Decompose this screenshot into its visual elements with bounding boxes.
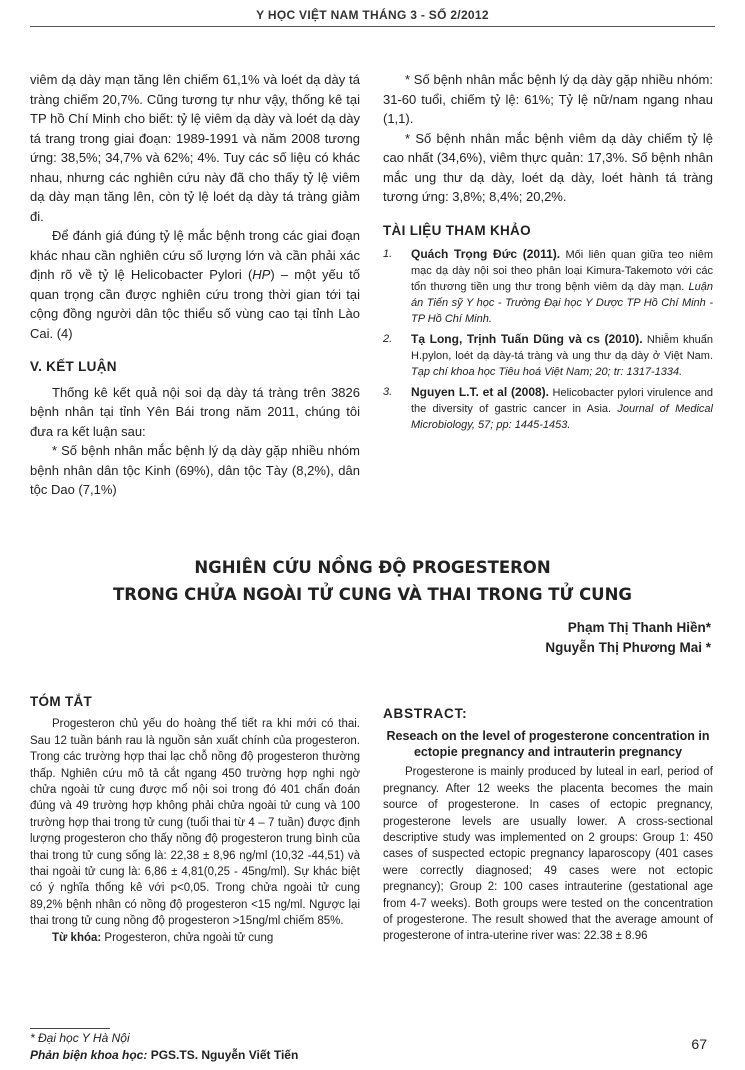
article-title-line-2: TRONG CHỬA NGOÀI TỬ CUNG VÀ THAI TRONG TỬ CUNG <box>113 585 632 604</box>
paragraph: viêm dạ dày mạn tăng lên chiếm 61,1% và loét dạ dày tá tràng chiếm 20,7%. Cũng tương tự như vậy, thống kê tại TP hồ Chí Minh cho biết: tỷ lệ viêm dạ dày và loét dạ dày tá trang trong giai đoạn: 1989-1991 và năm 2008 tương ứng: 38,5%; 34,7% và 62%; 4%. Tuy các số liệu có khác nhau, nhưng các nghiên cứu này đã cho thấy tỷ lệ viêm dạ dày mạn tăng lên, còn tỷ lệ loét dạ dày tá tràng giảm đi. <box>30 72 360 224</box>
abstract-column <box>383 692 713 945</box>
author-name: Phạm Thị Thanh Hiền* <box>567 620 711 635</box>
header-rule <box>30 26 715 27</box>
reference-item <box>383 246 713 327</box>
article-title-line-1: NGHIÊN CỨU NỒNG ĐỘ PROGESTERON <box>194 558 551 577</box>
text: Để đánh giá đúng tỷ lệ mắc bệnh trong các giai đoạn khác nhau cần nghiên cứu số lượng lớn và cần phải xác định rõ về tỷ lệ Helicobacter Pylori ( <box>30 228 360 282</box>
reference-source: Tạp chí khoa học Tiêu hoá Việt Nam; 20; tr: 1317-1334. <box>411 366 683 378</box>
reference-item <box>383 331 713 380</box>
footnote-rule <box>30 1028 110 1029</box>
author-name: Nguyễn Thị Phương Mai * <box>545 640 711 655</box>
paragraph: Thống kê kết quả nội soi dạ dày tá tràng trên 3826 bệnh nhân tại tỉnh Yên Bái trong năm 2011, chúng tôi đưa ra kết luận sau: <box>30 384 360 439</box>
left-top-column <box>30 70 360 500</box>
summary-title: TÓM TẮT <box>30 694 93 709</box>
italic-text: HP <box>252 267 271 282</box>
reviewer-label: Phản biện khoa học: <box>30 1048 148 1062</box>
article-title <box>30 554 715 608</box>
abstract-title: ABSTRACT: <box>383 706 468 721</box>
author-list <box>545 618 711 658</box>
reference-author: Tạ Long, Trịnh Tuấn Dũng và cs (2010). <box>411 332 643 346</box>
abstract-subtitle: Reseach on the level of progesterone concentration in ectopie pregnancy and intrauterin pregnancy <box>386 729 710 760</box>
paragraph: * Số bệnh nhân mắc bệnh lý dạ dày gặp nhiều nhóm bệnh nhân dân tộc Kinh (69%), dân tộc Tày (8,2%), dân tộc Dao (7,1%) <box>30 443 360 497</box>
reviewer-line <box>30 1047 298 1064</box>
keywords-text: Progesteron, chửa ngoài tử cung <box>101 931 274 944</box>
reference-text: Helicobacter pylori virulence and the diversity of gastric cancer in Asia. <box>411 387 713 415</box>
summary-body: Progesteron chủ yếu do hoàng thể tiết ra khi mới có thai. Sau 12 tuần bánh rau là nguồn sản xuất chính của progesteron. Trong các trường hợp thai lạc chỗ nồng độ progesteron thường thấp. Nghiên cứu mô tả cắt ngang 450 trường hợp nghi ngờ chửa ngoài tử cung được mổ nội soi trong đó 401 chẩn đoán đúng và 49 trường hợp không phải chửa ngoài tử cung và 100 trường hợp thai trong tử cung (tuổi thai từ 4 – 7 tuần) được định lượng progesteron cho thấy nồng độ progesteron trung bình của thai trong tử cung sống là: 22,38 ± 8,96 ng/ml (10,32 -44,51) và thai ngoài tử cung là: 6,86 ± 4,81(0,25 - 45ng/ml). Sự khác biệt có ý nghĩa thống kê với p<0,05. Trong chửa ngoài tử cung 89,2% bệnh nhân có nồng độ progesteron <15 ng/ml. Ngược lại thai trong tử cung nồng độ progesteron >15ng/ml chiếm 85%. <box>30 718 360 928</box>
references-title: TÀI LIỆU THAM KHẢO <box>383 222 531 238</box>
text: ) – một yếu tố quan trọng cần được nghiên cứu trong thời gian tới tại cộng đồng người dân tộc thiểu số vùng cao tại tỉnh Lào Cai. (4) <box>30 267 360 341</box>
affiliation: * Đại học Y Hà Nội <box>30 1031 130 1045</box>
keywords-label: Từ khóa: <box>52 931 102 944</box>
reference-number: 3. <box>383 386 393 398</box>
paragraph <box>30 226 360 343</box>
abstract-body: Progesterone is mainly produced by luteal in earl, period of pregnancy. After 12 weeks the placenta becomes the main source of progesterone. In cases of ectopic pregnancy, progesterone levels are usually lower. A cross-sectional descriptive study was implemented on 2 groups: Group 1: 450 cases of suspected ectopic pregnancy laparoscopy (401 cases were correctly diagnosed; 49 cases were not ectopic pregnancy); Group 2: 100 cases intrauterine (gestational age from 4-7 weeks). Both groups were tested on the concentration of progesterone. The result showed that the average amount of progesterone of intra-uterine river was: 22.38 ± 8.96 <box>383 766 713 943</box>
reference-source: Luận án Tiến sỹ Y học - Trường Đại học Y Dược TP Hồ Chí Minh - TP Hồ Chí Minh. <box>411 281 713 325</box>
reference-author: Nguyen L.T. et al (2008). <box>411 385 549 399</box>
page-number: 67 <box>691 1036 707 1052</box>
reference-text: Mối liên quan giữa teo niêm mạc dạ dày nội soi theo phân loại Kimura-Takemoto với các tổn thương tiền ung thư trong bệnh viêm dạ dày mạn. <box>411 249 713 293</box>
section-title: V. KẾT LUẬN <box>30 359 117 374</box>
summary-column <box>30 680 360 946</box>
reference-list <box>383 246 713 433</box>
reference-number: 1. <box>383 248 393 260</box>
reference-source: Journal of Medical Microbiology, 57; pp: 1445-1453. <box>411 403 713 431</box>
running-header: Y HỌC VIỆT NAM THÁNG 3 - SỐ 2/2012 <box>256 8 489 22</box>
reference-item <box>383 384 713 433</box>
right-top-column <box>383 70 713 437</box>
footnote <box>30 1030 298 1064</box>
reference-text: Nhiễm khuẩn H.pylon, loét dạ dày-tá tràng và ung thư dạ dày ở Việt Nam. <box>411 334 713 362</box>
reviewer-name: PGS.TS. Nguyễn Viết Tiến <box>147 1048 299 1062</box>
reference-author: Quách Trọng Đức (2011). <box>411 247 561 261</box>
paragraph: * Số bệnh nhân mắc bệnh viêm dạ dày chiếm tỷ lệ cao nhất (34,6%), viêm thực quản: 17,3%. Số bệnh nhân mắc ung thư dạ dày, loét dạ dày, loét hành tá tràng tương ứng: 3,8%; 8,4%; 20,2%. <box>383 130 713 204</box>
keywords <box>30 930 360 946</box>
reference-number: 2. <box>383 333 393 345</box>
paragraph: * Số bệnh nhân mắc bệnh lý dạ dày gặp nhiều nhóm: 31-60 tuổi, chiếm tỷ lệ: 61%; Tỷ lệ nữ/nam ngang nhau (1,1). <box>383 72 713 126</box>
